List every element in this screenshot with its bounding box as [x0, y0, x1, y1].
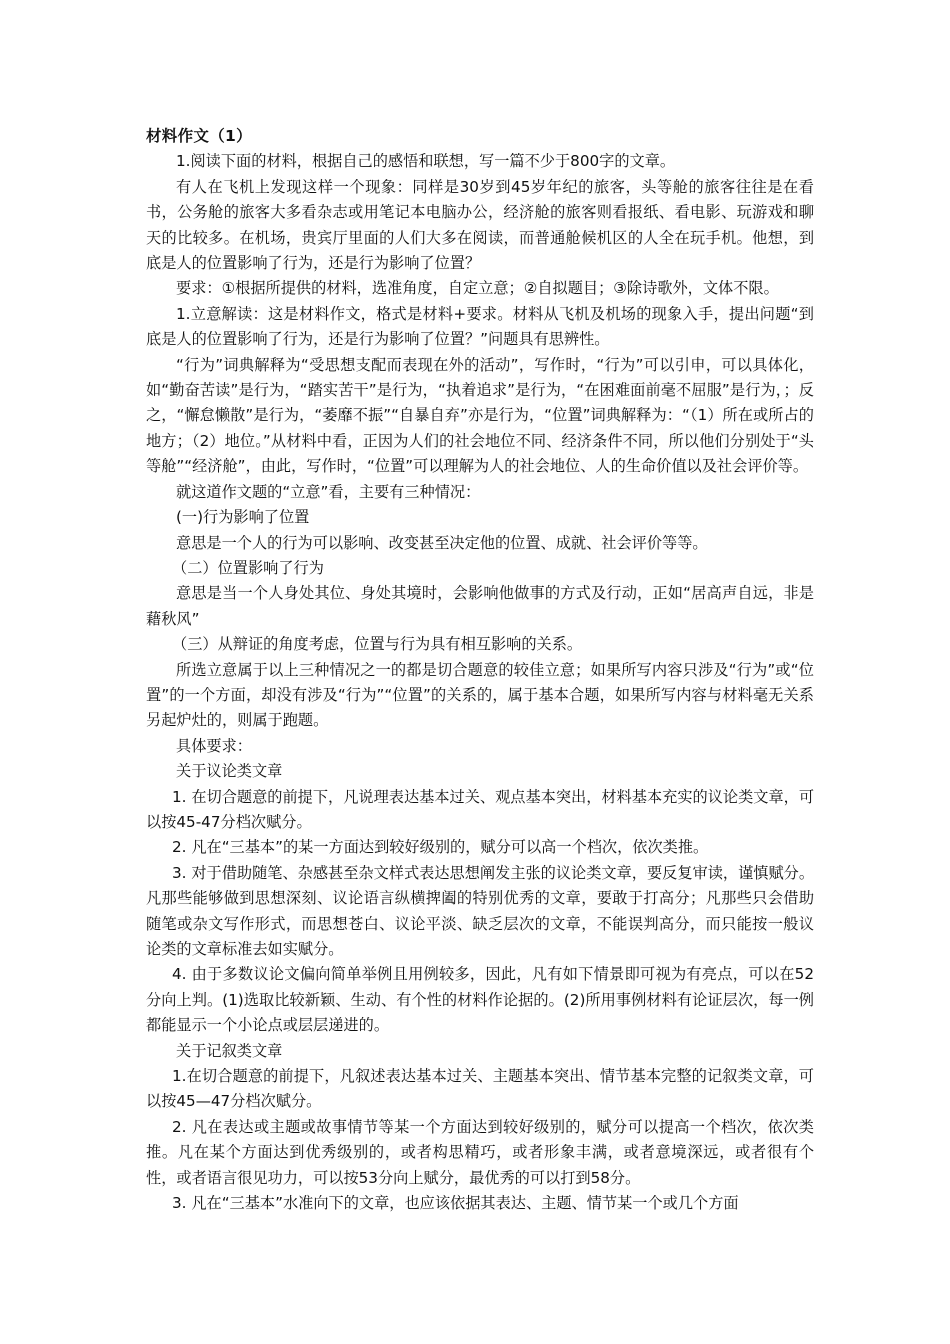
intent-heading-3: （三）从辩证的角度考虑，位置与行为具有相互影响的关系。 — [172, 635, 583, 654]
intent-intro-paragraph: 就这道作文题的“立意”看，主要有三种情况： — [176, 482, 481, 501]
narrative-section-heading: 关于记叙类文章 — [176, 1041, 283, 1060]
narrative-item-1: 1.在切合题意的前提下，凡叙述表达基本过关、主题基本突出、情节基本完整的记叙类文章，可以按45—47分档次赋分。 — [146, 1067, 814, 1111]
task-instruction: 1.阅读下面的材料，根据自己的感悟和联想，写一篇不少于800字的文章。 — [176, 152, 676, 171]
argumentative-item-1: 1. 在切合题意的前提下，凡说理表达基本过关、观点基本突出，材料基本充实的议论类文章，可以按45-47分档次赋分。 — [146, 787, 815, 831]
intent-explanation-1: 意思是一个人的行为可以影响、改变甚至决定他的位置、成就、社会评价等等。 — [176, 533, 708, 552]
intent-heading-2: （二）位置影响了行为 — [172, 558, 324, 577]
document-page — [146, 124, 814, 1216]
document-title: 材料作文（1） — [146, 127, 252, 145]
material-paragraph: 有人在飞机上发现这样一个现象：同样是30岁到45岁年纪的旅客，头等舱的旅客往往是在看书，公务舱的旅客大多看杂志或用笔记本电脑办公，经济舱的旅客则看报纸、看电影、玩游戏和聊天的比较多。在机场，贵宾厅里面的人们大多在阅读，而普通舱候机区的人全在玩手机。他想，到底是人的位置影响了行为，还是行为影响了位置？ — [146, 177, 814, 273]
argumentative-item-4: 4. 由于多数议论文偏向简单举例且用例较多，因此，凡有如下情景即可视为有亮点，可以在52分向上判。(1)选取比较新颖、生动、有个性的材料作论据的。(2)所用事例材料有论证层次，每一例都能显示一个小论点或层层递进的。 — [146, 965, 814, 1035]
interpretation-paragraph: 1.立意解读：这是材料作文，格式是材料+要求。材料从飞机及机场的现象入手，提出问题“到底是人的位置影响了行为，还是行为影响了位置？”问题具有思辨性。 — [146, 304, 814, 349]
intent-explanation-2: 意思是当一个人身处其位、身处其境时，会影响他做事的方式及行动，正如“居高声自远，非是藉秋风” — [146, 584, 814, 628]
argumentative-section-heading: 关于议论类文章 — [176, 762, 283, 781]
narrative-item-2: 2. 凡在表达或主题或故事情节等某一个方面达到较好级别的，赋分可以提高一个档次，依次类推。凡在某个方面达到优秀级别的，或者构思精巧，或者形象丰满，或者意境深远，或者很有个性，或者语言很见功力，可以按53分向上赋分，最优秀的可以打到58分。 — [146, 1117, 814, 1187]
requirements-paragraph: 要求：①根据所提供的材料，选准角度，自定立意；②自拟题目；③除诗歌外，文体不限。 — [176, 279, 779, 298]
intent-summary-paragraph: 所选立意属于以上三种情况之一的都是切合题意的较佳立意；如果所写内容只涉及“行为”或“位置”的一个方面，却没有涉及“行为”“位置”的关系的，属于基本合题，如果所写内容与材料毫无关系另起炉灶的，则属于跑题。 — [146, 660, 814, 730]
definition-paragraph: “行为”词典解释为“受思想支配而表现在外的活动”，写作时，“行为”可以引申，可以具体化，如“勤奋苦读”是行为，“踏实苦干”是行为，“执着追求”是行为，“在困难面前毫不屈服”是行为，；反之，“懈怠懒散”是行为，“萎靡不振”“自暴自弃”亦是行为，“位置”词典解释为：“（1）所在或所占的地方；（2）地位。”从材料中看，正因为人们的社会地位不同、经济条件不同，所以他们分别处于“头等舱”“经济舱”，由此，写作时，“位置”可以理解为人的社会地位、人的生命价值以及社会评价等。 — [146, 355, 814, 476]
narrative-item-3: 3. 凡在“三基本”水准向下的文章，也应该依据其表达、主题、情节某一个或几个方面 — [172, 1194, 739, 1213]
specific-requirements-heading: 具体要求： — [176, 736, 252, 755]
argumentative-item-3: 3. 对于借助随笔、杂感甚至杂文样式表达思想阐发主张的议论类文章，要反复审读，谨慎赋分。凡那些能够做到思想深刻、议论语言纵横捭阖的特别优秀的文章，要敢于打高分；凡那些只会借助随笔或杂文写作形式，而思想苍白、议论平淡、缺乏层次的文章，不能误判高分，而只能按一般议论类的文章标准去如实赋分。 — [146, 863, 815, 958]
intent-heading-1: (一)行为影响了位置 — [176, 508, 310, 527]
argumentative-item-2: 2. 凡在“三基本”的某一方面达到较好级别的，赋分可以高一个档次，依次类推。 — [172, 838, 709, 857]
